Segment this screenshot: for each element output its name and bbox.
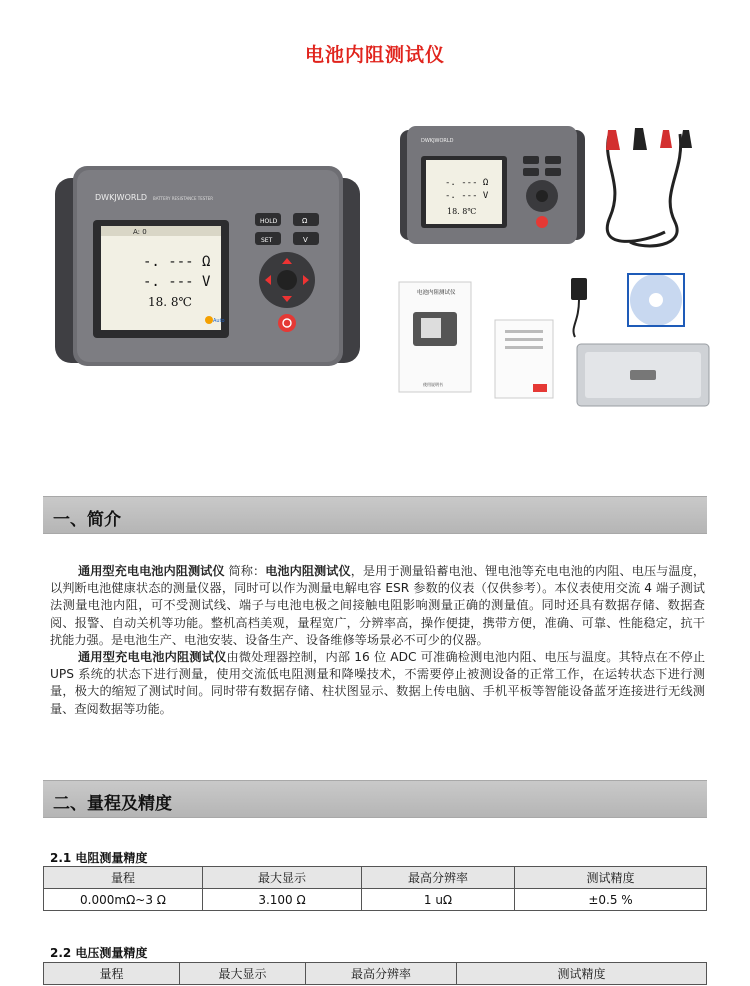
svg-text:使用说明书: 使用说明书 bbox=[423, 382, 443, 387]
voltage-accuracy-table bbox=[43, 962, 707, 985]
svg-text:-. --- V: -. --- V bbox=[143, 274, 211, 290]
table-header: 量程 bbox=[44, 963, 180, 985]
kit-image bbox=[395, 122, 715, 412]
black-clip bbox=[633, 128, 647, 150]
table-header: 测试精度 bbox=[457, 963, 707, 985]
table2-title: 2.2 电压测量精度 bbox=[50, 946, 148, 960]
svg-text:电池内阻测试仪: 电池内阻测试仪 bbox=[417, 290, 456, 296]
svg-text:HOLD: HOLD bbox=[260, 218, 278, 225]
table-header: 量程 bbox=[44, 867, 203, 889]
red-clip bbox=[606, 130, 620, 150]
table1-title: 2.1 电阻测量精度 bbox=[50, 851, 148, 865]
device-model-label: BATTERY RESISTANCE TESTER bbox=[153, 196, 214, 201]
svg-text:SET: SET bbox=[261, 237, 273, 244]
svg-text:18. 8℃: 18. 8℃ bbox=[447, 207, 477, 216]
svg-text:Ω: Ω bbox=[302, 217, 308, 225]
svg-text:V: V bbox=[303, 236, 308, 244]
svg-text:-. --- V: -. --- V bbox=[445, 191, 489, 201]
page-title: 电池内阻测试仪 bbox=[304, 44, 445, 66]
device-brand: DWKJWORLD bbox=[95, 193, 148, 202]
section-intro-title: 一、简介 bbox=[53, 510, 121, 530]
power-button bbox=[278, 314, 296, 332]
table-header: 测试精度 bbox=[515, 867, 707, 889]
table-cell: 3.100 Ω bbox=[203, 889, 362, 911]
svg-text:18. 8℃: 18. 8℃ bbox=[148, 295, 192, 309]
table-header: 最高分辨率 bbox=[362, 867, 515, 889]
svg-text:A: 0: A: 0 bbox=[133, 228, 147, 236]
table-header: 最大显示 bbox=[203, 867, 362, 889]
charger bbox=[571, 278, 587, 300]
svg-text:DWKJWORLD: DWKJWORLD bbox=[421, 138, 454, 144]
section-range-header bbox=[43, 780, 707, 818]
svg-text:-. --- Ω: -. --- Ω bbox=[445, 178, 489, 188]
intro-paragraph-1: 通用型充电电池内阻测试仪 简称：电池内阻测试仪，是用于测量铅蓄电池、锂电池等充电电池的内阻、电压与温度，以判断电池健康状态的测量仪器，同时可以作为测量电解电容 ESR 参数的仪表（仅供参考）。本仪表使用交流 4 端子测试法测量电池内阻，可不受测试线、端子与电池电极之间接触电阻影响测量正确的测量值。同时还具有数据存储、数据查阅、报警、自动关机等功能。整机高档美观，量程宽广，分辨率高，操作便捷，携带方便，准确、可靠、性能稳定，抗干扰能力强。是电池生产、电池安装、设备生产、设备维修等场景必不可少的仪器。 bbox=[50, 564, 706, 647]
intro-text bbox=[50, 563, 705, 718]
section-intro-header bbox=[43, 496, 707, 534]
table-cell: 0.000mΩ~3 Ω bbox=[44, 889, 203, 911]
intro-paragraph-2: 通用型充电电池内阻测试仪由微处理器控制，内部 16 位 ADC 可准确检测电池内阻、电压与温度。其特点在不停止 UPS 系统的状态下进行测量，使用交流低电阻测量和降噪技术，不需要停止被测设备的正常工作，在运转状态下进行测量，极大的缩短了测试时间。同时带有数据存储、柱状图显示、数据上传电脑、手机平板等智能设备蓝牙连接进行无线测量、查阅数据等功能。 bbox=[50, 650, 706, 716]
section-range-title: 二、量程及精度 bbox=[53, 794, 172, 814]
resistance-accuracy-table bbox=[43, 866, 707, 911]
svg-text:Auto: Auto bbox=[213, 318, 225, 324]
main-device-image bbox=[55, 158, 360, 373]
table-header: 最大显示 bbox=[180, 963, 306, 985]
table-cell: ±0.5 % bbox=[515, 889, 707, 911]
svg-text:-. --- Ω: -. --- Ω bbox=[143, 254, 211, 270]
table-cell: 1 uΩ bbox=[362, 889, 515, 911]
table-header: 最高分辨率 bbox=[306, 963, 457, 985]
